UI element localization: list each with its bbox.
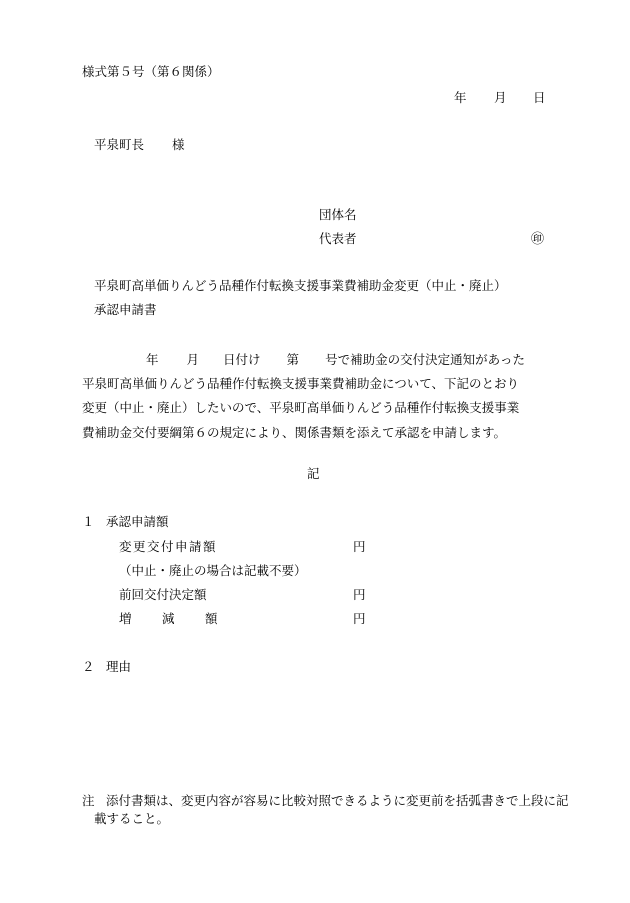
body-year-label: 年 [146, 352, 159, 367]
body-line-4: 費補助金交付要綱第６の規定により、関係書類を添えて承認を申請します。 [82, 424, 507, 440]
date-year-label: 年 [454, 90, 467, 105]
note-label: 注 [82, 793, 95, 808]
ki-marker: 記 [307, 466, 320, 481]
date-month-label: 月 [494, 90, 507, 105]
body-month-label: 月 [186, 352, 200, 367]
changed-amount-note: （中止・廃止の場合は記載不要） [119, 563, 307, 578]
delta-label-char-3: 額 [205, 611, 218, 626]
body-line-1 [82, 348, 554, 372]
delta-label-char-2: 減 [162, 611, 175, 626]
body-line-2: 平泉町高単価りんどう品種作付転換支援事業費補助金について、下記のとおり [82, 376, 520, 392]
section-1-heading: 承認申請額 [106, 514, 169, 529]
previous-amount-unit: 円 [353, 587, 366, 602]
addressee-honorific: 様 [172, 137, 185, 152]
body-line-3: 変更（中止・廃止）したいので、平泉町高単価りんどう品種作付転換支援事業 [82, 400, 520, 416]
section-2-heading: 理由 [106, 659, 132, 674]
title-line-1: 平泉町高単価りんどう品種作付転換支援事業費補助金変更（中止・廃止） [94, 278, 507, 293]
section-1-number: １ [82, 514, 95, 529]
representative-label: 代表者 [319, 231, 357, 246]
changed-amount-unit: 円 [353, 539, 366, 554]
title-line-2: 承認申請書 [94, 302, 157, 317]
group-name-label: 団体名 [319, 207, 357, 222]
body-day-label: 日付け [223, 352, 261, 367]
date-day-label: 日 [533, 90, 546, 105]
note-line-2: 載すること。 [94, 811, 170, 826]
delta-amount-unit: 円 [353, 611, 366, 626]
previous-amount-label: 前回交付決定額 [119, 587, 207, 602]
note-line-1: 添付書類は、変更内容が容易に比較対照できるように変更前を括弧書きで上段に記 [106, 793, 569, 808]
seal-mark: ㊞ [531, 232, 545, 247]
delta-label-char-1: 増 [119, 611, 132, 626]
body-line-1-rest: 号で補助金の交付決定通知があった [325, 352, 525, 367]
changed-amount-label: 変更交付申請額 [119, 539, 218, 554]
body-paragraph [82, 348, 554, 445]
addressee-name: 平泉町長 [94, 137, 145, 152]
form-number: 様式第５号（第６関係） [82, 64, 220, 79]
body-number-label: 第 [286, 352, 300, 367]
section-2-number: ２ [82, 659, 95, 674]
